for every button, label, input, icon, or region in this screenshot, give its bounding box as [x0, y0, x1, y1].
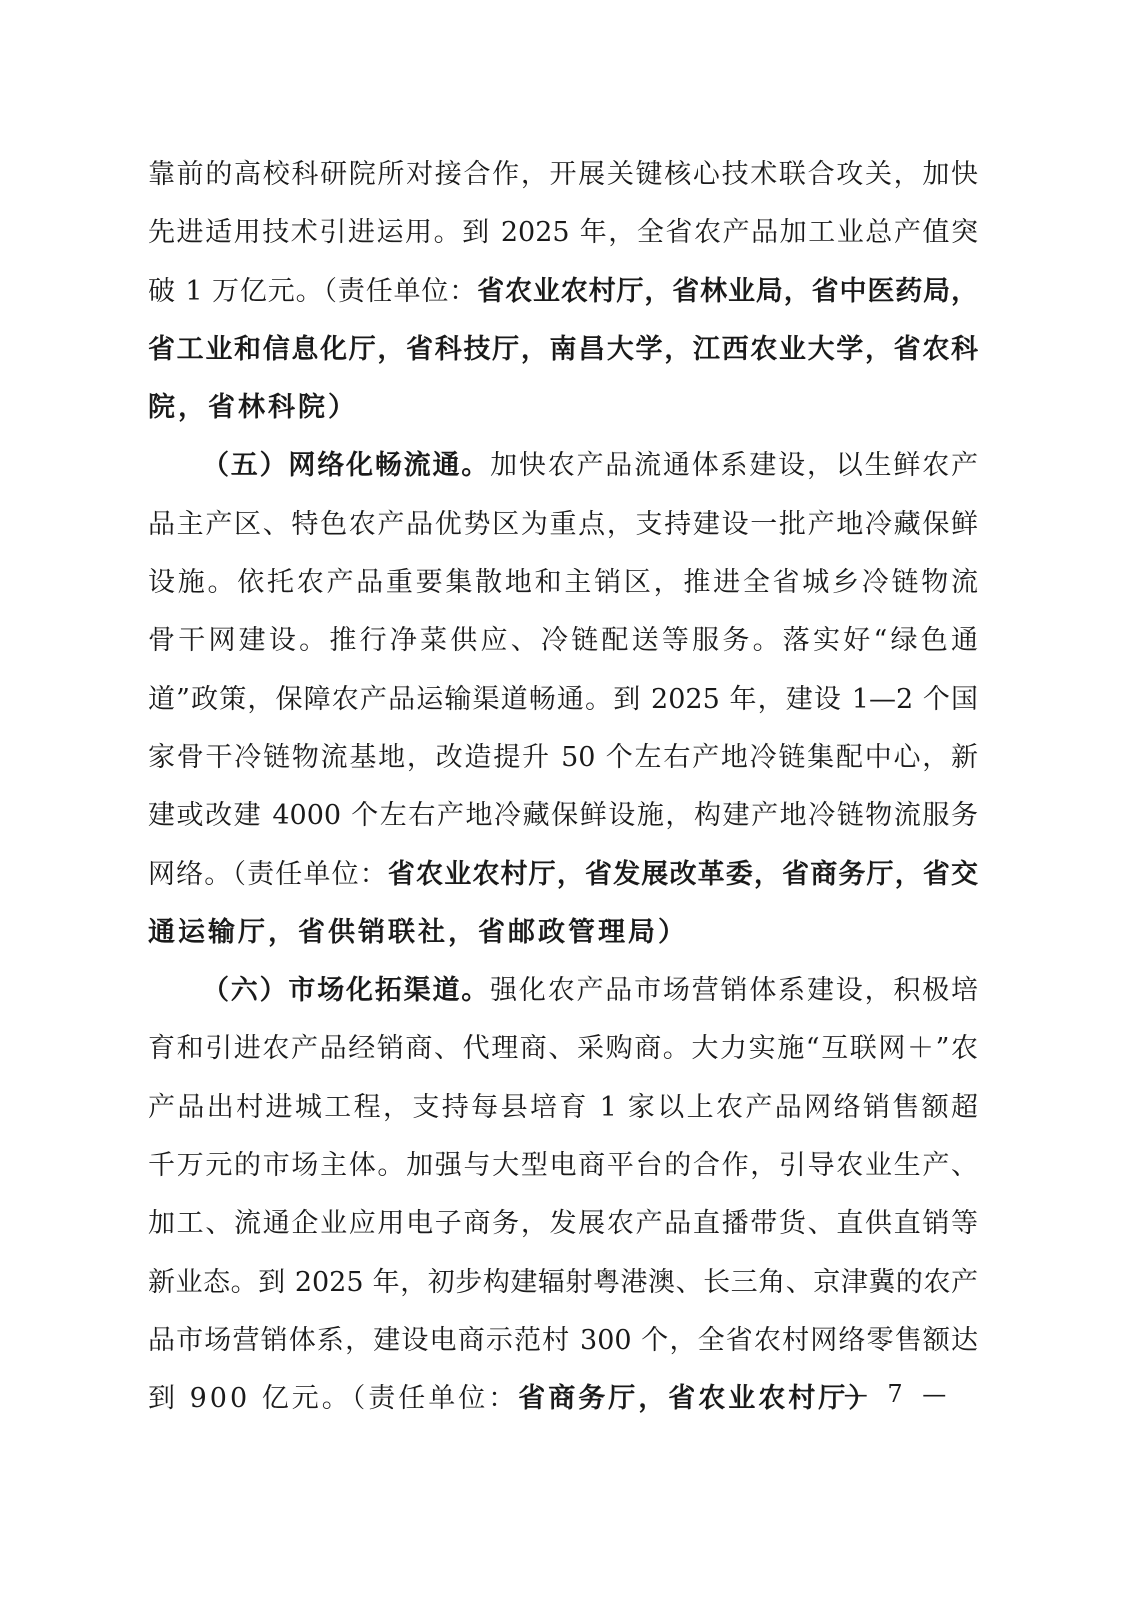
text-line: [148, 787, 978, 845]
text-line: [148, 146, 978, 204]
bold-text: （五）网络化畅流通。: [202, 450, 491, 482]
body-text: 加快农产品流通体系建设，以生鲜农产: [490, 450, 979, 482]
bold-text: 通运输厅，省供销联社，省邮政管理局）: [148, 916, 688, 948]
body-text: 强化农产品市场营销体系建设，积极培: [490, 975, 979, 1007]
text-line: [148, 496, 978, 554]
body-text: 先进适用技术引进运用。到 2025 年，全省农产品加工业总产值突: [148, 217, 978, 249]
body-text: 设施。依托农产品重要集散地和主销区，推进全省城乡冷链物流: [148, 567, 978, 599]
text-line: [148, 1020, 978, 1078]
body-text: 道”政策，保障农产品运输渠道畅通。到 2025 年，建设 1—2 个国: [148, 683, 978, 715]
text-line: [148, 263, 978, 321]
text-line: [148, 904, 978, 962]
body-text: 破 1 万亿元。（责任单位：: [148, 275, 478, 307]
body-text: 到 900 亿元。（责任单位：: [148, 1383, 519, 1415]
bold-text: 省农业农村厅，省林业局，省中医药局，: [477, 275, 979, 307]
paragraph: [148, 962, 978, 1428]
text-line: [148, 1312, 978, 1370]
body-text: 加工、流通企业应用电子商务，发展农产品直播带货、直供直销等: [148, 1208, 978, 1240]
text-line: [148, 729, 978, 787]
text-line: [148, 204, 978, 262]
bold-text: 院，省林科院）: [148, 392, 358, 424]
page-number: — 7 —: [843, 1380, 953, 1408]
body-text: 网络。（责任单位：: [148, 858, 388, 890]
body-text: 新业态。到 2025 年，初步构建辐射粤港澳、长三角、京津冀的农产: [148, 1266, 978, 1298]
body-text: 育和引进农产品经销商、代理商、采购商。大力实施“互联网＋”农: [148, 1033, 978, 1065]
body-text: 建或改建 4000 个左右产地冷藏保鲜设施，构建产地冷链物流服务: [148, 800, 978, 832]
text-line: [148, 437, 978, 495]
paragraph: [148, 146, 978, 437]
text-line: [148, 379, 978, 437]
body-text: 品市场营销体系，建设电商示范村 300 个，全省农村网络零售额达: [148, 1324, 978, 1356]
text-line: [148, 554, 978, 612]
body-text: 家骨干冷链物流基地，改造提升 50 个左右产地冷链集配中心，新: [148, 741, 978, 773]
body-text: 靠前的高校科研院所对接合作，开展关键核心技术联合攻关，加快: [148, 159, 978, 190]
text-line: [148, 671, 978, 729]
body-text: 产品出村进城工程，支持每县培育 1 家以上农产品网络销售额超: [148, 1091, 978, 1123]
bold-text: 省农业农村厅，省发展改革委，省商务厅，省交: [387, 858, 979, 890]
text-line: [148, 962, 978, 1020]
bold-text: 省工业和信息化厅，省科技厅，南昌大学，江西农业大学，省农科: [148, 333, 978, 365]
text-line: [148, 1079, 978, 1137]
bold-text: （六）市场化拓渠道。: [202, 975, 491, 1007]
text-line: [148, 1137, 978, 1195]
document-body: [148, 146, 978, 1429]
text-line: [148, 1254, 978, 1312]
text-line: [148, 321, 978, 379]
text-line: [148, 846, 978, 904]
body-text: 骨干网建设。推行净菜供应、冷链配送等服务。落实好“绿色通: [148, 625, 978, 657]
body-text: 品主产区、特色农产品优势区为重点，支持建设一批产地冷藏保鲜: [148, 508, 978, 540]
text-line: [148, 1195, 978, 1253]
text-line: [148, 612, 978, 670]
body-text: 千万元的市场主体。加强与大型电商平台的合作，引导农业生产、: [148, 1150, 978, 1182]
paragraph: [148, 437, 978, 962]
bold-text: 省商务厅，省农业农村厅）: [518, 1383, 879, 1415]
